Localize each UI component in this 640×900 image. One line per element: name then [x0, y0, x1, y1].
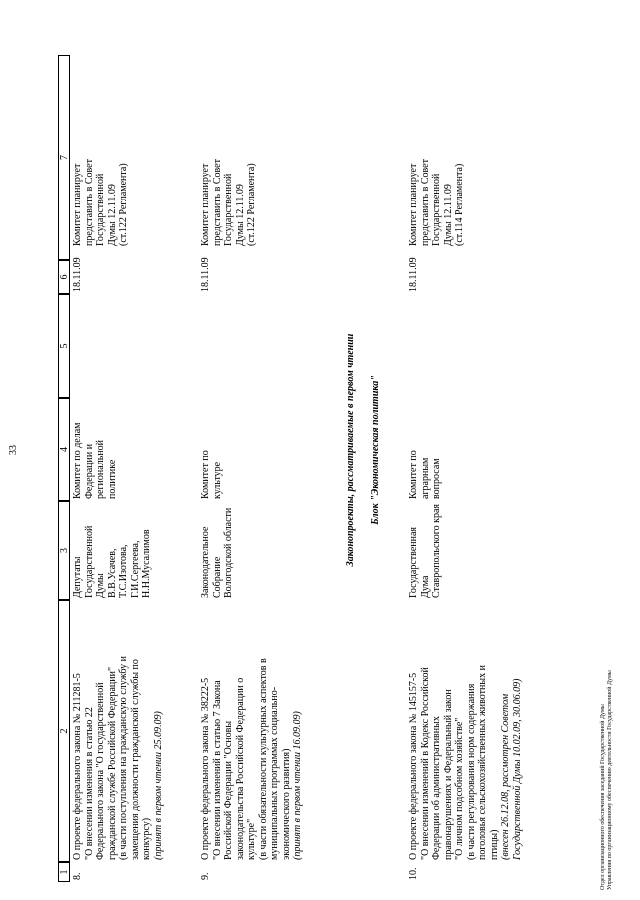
committee-note: Комитет планирует представить в Совет Государственной Думы 12.11.09 (ст.122 Регламента) — [72, 159, 129, 246]
column-header-1: 1 — [58, 862, 70, 882]
bill-description: О проекте федерального закона № 145157-5 "О внесении изменений в Кодекс Российской Федерации об административных правонарушениях и Федеральный закон "О личном подсобном хозяйстве" (в части регулирования норм содержания поголовья сельскохозяйственных животных и птицы) (внесен 26.12.08, рассмотрен Советом Государственной Думы 10.02.09, 30.06.09) — [408, 665, 523, 860]
bill-description: О проекте федерального закона № 211281-5 "О внесении изменения в статью 22 Федерального закона "О государственной гражданской службе Российской Федерации" (в части поступления на гражданскую службу и замещения должности гражданской службы по конкурсу) (принят в первом чтении 25.09.09) — [72, 656, 164, 860]
column-header-4: 4 — [58, 398, 70, 501]
bill-description: О проекте федерального закона № 38222-5 "О внесении изменений в статью 7 Закона Российской Федерации "Основы законодательства Российской Федерации о культуре" (в части обязательности культурных аспектов в муниципальных программах социально- экономического развития) (принят в первом чтении 16.09.09) — [200, 658, 303, 860]
date: 18.11.09 — [408, 257, 419, 292]
row-number: 8. — [72, 872, 83, 880]
column-header-5: 5 — [58, 294, 70, 398]
row-number: 10. — [408, 867, 419, 880]
column-header-3: 3 — [58, 501, 70, 600]
responsible-committee: Комитет по аграрным вопросам — [408, 450, 442, 499]
page-number: 33 — [8, 445, 19, 455]
bill-author: Законодательное Собрание Вологодской области — [200, 507, 234, 598]
bill-author: Депутаты Государственной Думы В.В.Усачев, Т.С.Изотова, Г.И.Сергеева, Н.Н.Мусалимов — [72, 525, 152, 598]
column-header-2: 2 — [58, 600, 70, 862]
column-header-6: 6 — [58, 260, 70, 294]
committee-note: Комитет планирует представить в Совет Государственной Думы 12.11.09 (ст.114 Регламента) — [408, 159, 465, 246]
section-title: Законопроекты, рассматриваемые в первом чтении — [345, 333, 356, 567]
block-title: Блок "Экономическая политика" — [370, 375, 381, 525]
responsible-committee: Комитет по культуре — [200, 450, 223, 499]
responsible-committee: Комитет по делам Федерации и региональной политике — [72, 422, 118, 499]
date: 18.11.09 — [72, 257, 83, 292]
row-number: 9. — [200, 872, 211, 880]
column-header-7: 7 — [58, 55, 70, 260]
footer: Отдел организационного обеспечения заседаний Государственной Думы Управления по организационному обеспечению деятельности Государственной Думы — [600, 670, 613, 890]
bill-author: Государственная Дума Ставропольского края — [408, 504, 442, 598]
date: 18.11.09 — [200, 257, 211, 292]
committee-note: Комитет планирует представить в Совет Государственной Думы 12.11.09 (ст.122 Регламента) — [200, 159, 257, 246]
